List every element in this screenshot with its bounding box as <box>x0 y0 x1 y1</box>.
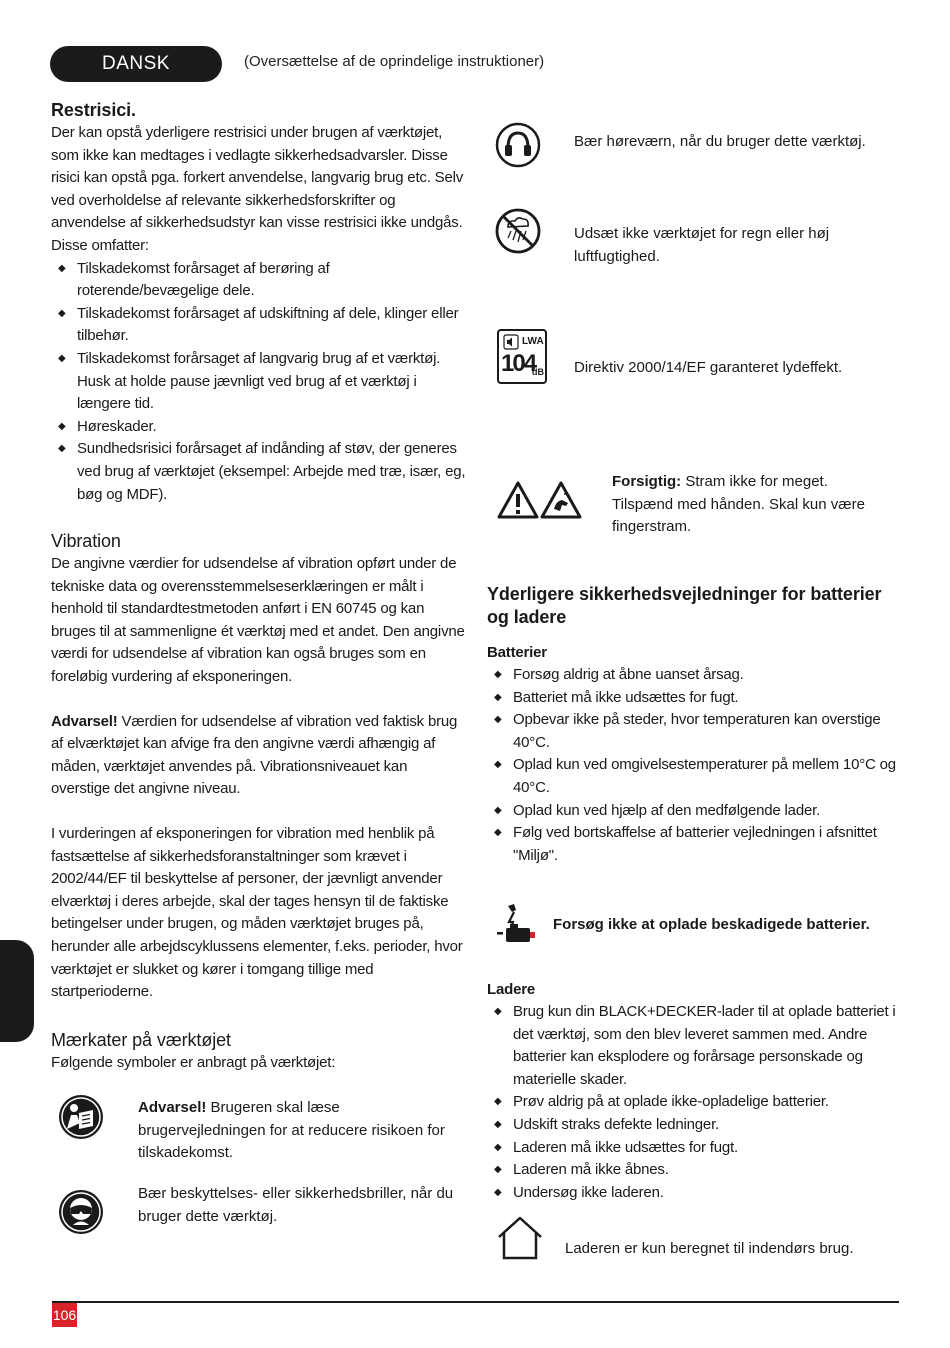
caution-text: Forsigtig: Stram ikke for meget. Tilspænd med hånden. Skal kun være fingerstram. <box>612 473 865 536</box>
residual-risks-section <box>51 98 467 506</box>
batteries-heading: Batterier <box>487 644 547 661</box>
lwa-label: LWA <box>522 336 544 347</box>
read-manual-icon <box>57 1093 105 1146</box>
warning-label: Advarsel! <box>138 1099 207 1116</box>
damaged-battery-icon <box>494 902 538 951</box>
residual-risks-list <box>51 258 467 507</box>
labels-intro: Følgende symboler er anbragt på værktøjet: <box>51 1054 336 1071</box>
list-item: ◆ Udskift straks defekte ledninger. <box>487 1114 899 1137</box>
caution-label: Forsigtig: <box>612 473 682 490</box>
list-item: ◆ Brug kun din BLACK+DECKER-lader til at oplade batteriet i det værktøj, som den blev leveret sammen med. Andre batterier kan eksplodere og forårsage personskade og materielle skader. <box>487 1001 899 1091</box>
house-icon <box>496 1215 544 1266</box>
residual-risks-intro: Der kan opstå yderligere restrisici under brugen af værktøjet, som ikke kan medtages i vedlagte sikkerhedsadvarsler. Disse risici kan opstå pga. forkert anvendelse, langvarig brug etc. Selv ved overholdelse af relevante sikkerhedsforskrifter og anvendelse af sikkerhedsudstyr kan visse restrisici ikke undgås. Disse omfatter: <box>51 124 464 254</box>
battery-safety-section <box>487 583 899 867</box>
vibration-title: Vibration <box>51 531 121 551</box>
list-item: ◆ Laderen må ikke åbnes. <box>487 1159 899 1182</box>
hand-tighten-icon <box>540 481 582 524</box>
rain-text: Udsæt ikke værktøjet for regn eller høj luftfugtighed. <box>574 225 830 265</box>
warning-text: Værdien for udsendelse af vibration ved faktisk brug af elværktøjet kan afvige fra den angivne værdi afhængig af måden, værktøjet anvendes på. Vibrationsniveauet kan overstige det angivne niveau. <box>51 712 458 798</box>
safety-glasses-icon <box>57 1188 105 1241</box>
battery-safety-title: Yderligere sikkerhedsvejledninger for batterier og ladere <box>487 584 882 627</box>
labels-section <box>51 1028 467 1075</box>
list-item: ◆ Følg ved bortskaffelse af batterier vejledningen i afsnittet "Miljø". <box>487 822 899 867</box>
page-number: 106 <box>52 1303 77 1327</box>
list-item: ◆ Oplad kun ved omgivelsestemperaturer på mellem 10°C og 40°C. <box>487 754 899 799</box>
footer-divider <box>52 1301 899 1303</box>
db-unit: dB <box>532 367 544 377</box>
ear-protection-icon <box>495 122 541 173</box>
list-item: ◆ Prøv aldrig på at oplade ikke-opladelige batterier. <box>487 1091 899 1114</box>
list-item: ◆ Oplad kun ved hjælp af den medfølgende lader. <box>487 800 899 823</box>
warning-label: Advarsel! <box>51 712 118 730</box>
list-item: ◆ Opbevar ikke på steder, hvor temperaturen kan overstige 40°C. <box>487 709 899 754</box>
side-tab <box>0 940 34 1042</box>
labels-title: Mærkater på værktøjet <box>51 1030 231 1050</box>
list-item: ◆ Batteriet må ikke udsættes for fugt. <box>487 687 899 710</box>
batteries-list <box>487 664 899 867</box>
vibration-warning <box>51 711 467 801</box>
vibration-assessment: I vurderingen af eksponeringen for vibration med henblik på fastsættelse af sikkerhedsforanstaltninger som krævet i 2002/44/EF til beskyttelse af personer, der jævnligt anvender elværktøj i deres arbejde, skal der tages hensyn til de faktiske betingelser under brugen, og måden værktøjet bruges på, herunder alle arbejdscyklussens elementer, f.eks. perioder, hvor værktøjet er slukket og kører i tomgang tillige med startperioderne. <box>51 824 463 1001</box>
list-item: ◆ Tilskadekomst forårsaget af berøring af roterende/bevægelige dele. <box>51 258 467 303</box>
no-rain-icon <box>494 207 542 260</box>
list-item: ◆ Forsøg aldrig at åbne uanset årsag. <box>487 664 899 687</box>
manual-warning-text: Advarsel! Brugeren skal læse brugervejledningen for at reducere risikoen for tilskadekomst. <box>138 1099 445 1162</box>
chargers-section <box>487 979 899 1204</box>
list-item: ◆ Undersøg ikke laderen. <box>487 1182 899 1205</box>
translation-note: (Oversættelse af de oprindelige instruktioner) <box>244 53 545 70</box>
list-item: ◆ Laderen må ikke udsættes for fugt. <box>487 1137 899 1160</box>
sound-value: 104 <box>501 350 536 377</box>
residual-risks-title: Restrisici. <box>51 100 136 120</box>
glasses-text: Bær beskyttelses- eller sikkerhedsbriller, når du bruger dette værktøj. <box>138 1185 454 1225</box>
list-item: ◆ Tilskadekomst forårsaget af langvarig brug af et værktøj. Husk at holde pause jævnligt ved brug af et værktøj i længere tid. <box>51 348 467 416</box>
ear-protection-text: Bær høreværn, når du bruger dette værktøj. <box>574 133 866 150</box>
list-item: ◆ Høreskader. <box>51 416 467 439</box>
vibration-paragraph: De angivne værdier for udsendelse af vibration opført under de tekniske data og overensstemmelseserklæringen er målt i henhold til standardtestmetoden anført i EN 60745 og kan bruges til at sammenligne ét værktøj med et andet. Den angivne værdi for udsendelse af vibration kan også bruges som en foreløbig vurdering af eksponeringen. <box>51 555 465 685</box>
caution-triangle-icon <box>497 481 539 524</box>
damaged-battery-warning: Forsøg ikke at oplade beskadigede batterier. <box>553 916 870 933</box>
noise-text: Direktiv 2000/14/EF garanteret lydeffekt. <box>574 359 843 376</box>
language-tab: DANSK <box>50 46 222 82</box>
speaker-icon <box>503 334 519 350</box>
chargers-list <box>487 1001 899 1204</box>
vibration-section <box>51 529 467 1004</box>
chargers-heading: Ladere <box>487 981 535 998</box>
sound-power-icon <box>497 329 547 384</box>
list-item: ◆ Tilskadekomst forårsaget af udskiftning af dele, klinger eller tilbehør. <box>51 303 467 348</box>
indoor-text: Laderen er kun beregnet til indendørs brug. <box>565 1240 854 1257</box>
list-item: ◆ Sundhedsrisici forårsaget af indånding af støv, der generes ved brug af værktøjet (eksempel: Arbejde med træ, især, eg, bøg og MDF). <box>51 438 467 506</box>
